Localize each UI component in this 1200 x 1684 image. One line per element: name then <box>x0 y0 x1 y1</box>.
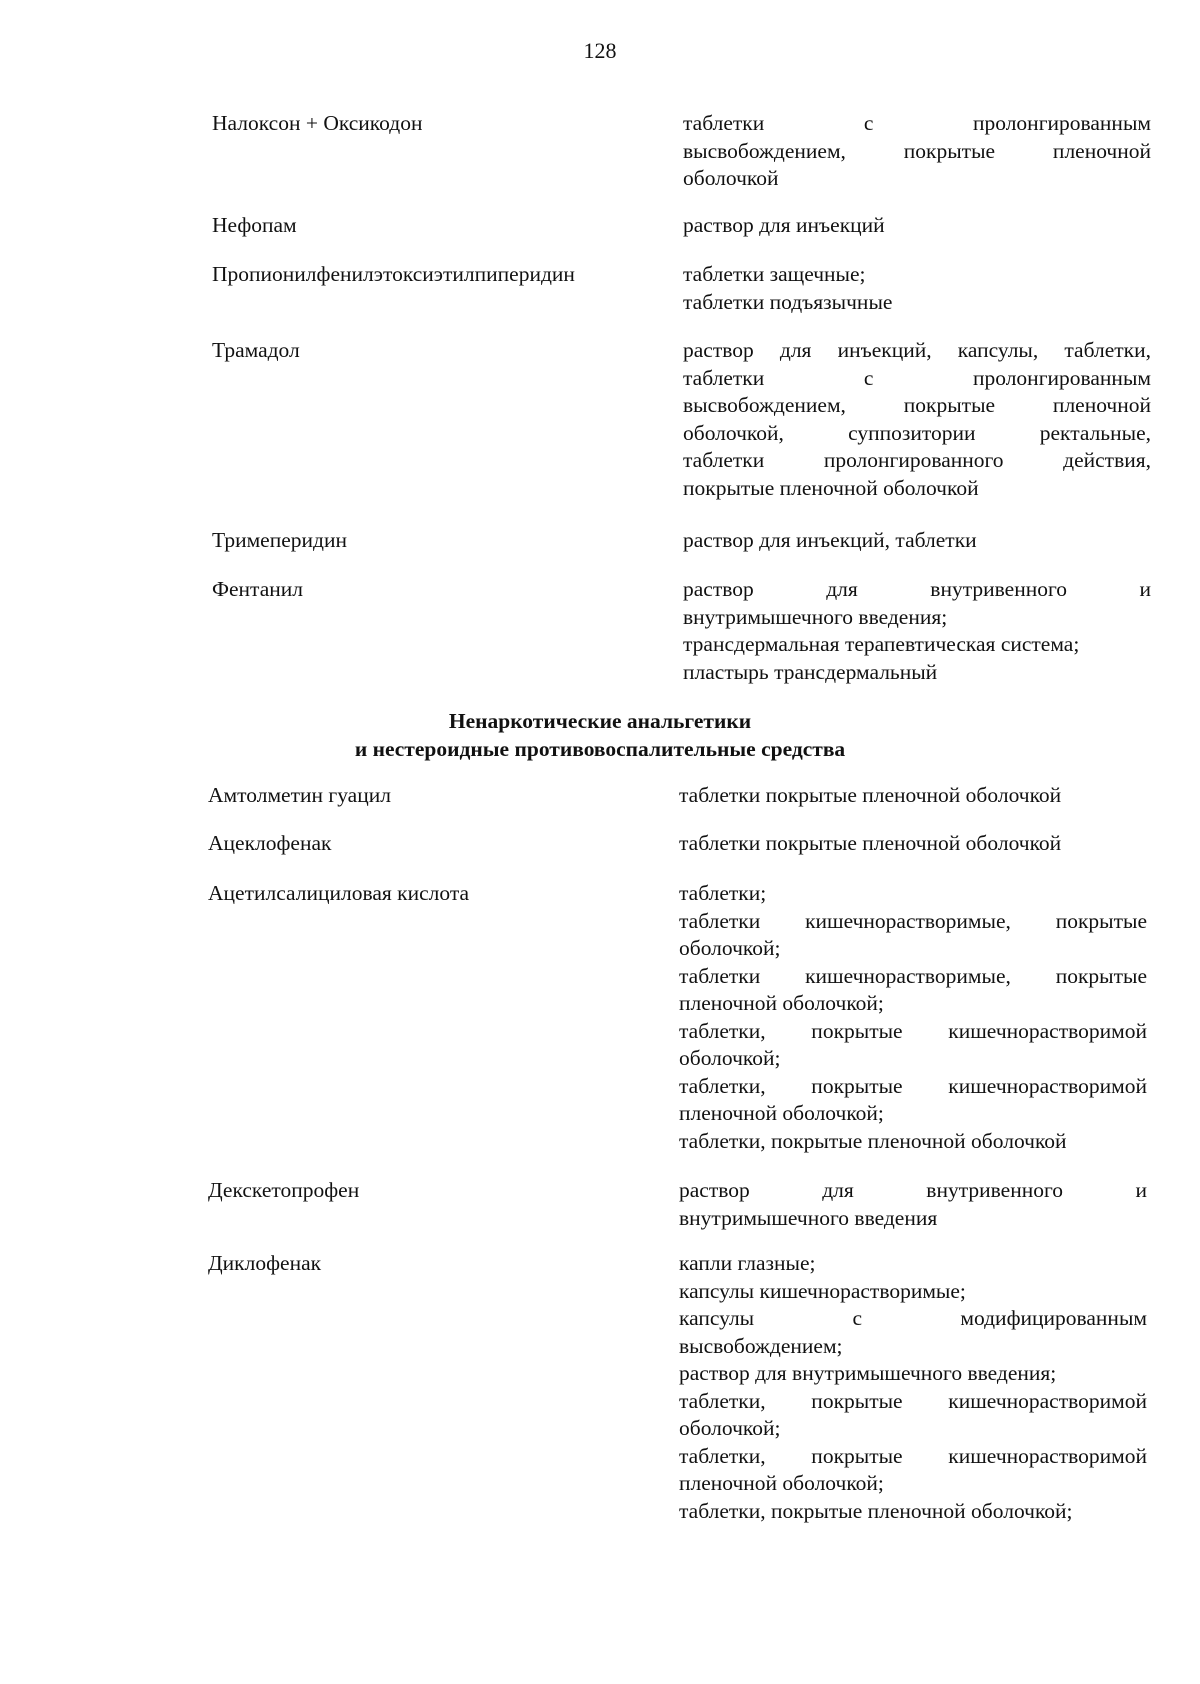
dosage-form-line: оболочкой; <box>679 936 781 960</box>
drug-name: Ацеклофенак <box>208 831 332 855</box>
drug-name: Фентанил <box>212 577 303 601</box>
dosage-form-line: таблетки, покрытые кишечнорастворимой <box>679 1388 1147 1413</box>
dosage-forms <box>683 110 1151 193</box>
dosage-form-line: внутримышечного введения; <box>683 604 948 629</box>
drug-name: Тримеперидин <box>212 528 347 552</box>
dosage-form-line: высвобождением, покрытые пленочной <box>683 393 1151 417</box>
dosage-form-line: таблетки покрытые пленочной оболочкой <box>679 831 1062 855</box>
dosage-form-line: оболочкой; <box>679 1046 781 1070</box>
dosage-form-line: таблетки подъязычные <box>683 289 893 314</box>
dosage-form-line: раствор для инъекций <box>683 213 885 237</box>
dosage-forms <box>679 880 1147 1155</box>
dosage-form-line: внутримышечного введения <box>679 1205 938 1230</box>
dosage-form-line: таблетки кишечнорастворимые, покрытые <box>679 963 1147 988</box>
dosage-form-line: капсулы кишечнорастворимые; <box>679 1278 966 1303</box>
dosage-form-line: таблетки, покрытые кишечнорастворимой <box>679 1443 1147 1468</box>
dosage-form-line: раствор для внутривенного и <box>683 577 1151 601</box>
dosage-forms <box>679 782 1147 810</box>
section-heading-line: Ненаркотические анальгетики <box>448 709 752 733</box>
drug-name: Диклофенак <box>208 1251 322 1275</box>
drug-name: Пропионилфенилэтоксиэтилпиперидин <box>212 262 575 286</box>
drug-name: Амтолметин гуацил <box>208 783 391 807</box>
dosage-form-line: раствор для инъекций, таблетки <box>683 528 977 552</box>
dosage-forms <box>683 261 1151 316</box>
dosage-form-line: пленочной оболочкой; <box>679 1101 884 1125</box>
drug-name: Нефопам <box>212 213 297 237</box>
dosage-form-line: пластырь трансдермальный <box>683 659 938 684</box>
dosage-form-line: пленочной оболочкой; <box>679 1471 884 1495</box>
dosage-form-line: высвобождением; <box>679 1333 843 1358</box>
dosage-form-line: пленочной оболочкой; <box>679 991 884 1015</box>
page-number: 128 <box>583 38 617 63</box>
dosage-form-line: таблетки; <box>679 881 767 905</box>
dosage-form-line: раствор для внутримышечного введения; <box>679 1361 1057 1385</box>
section-heading <box>0 707 1200 763</box>
dosage-form-line: капли глазные; <box>679 1251 816 1275</box>
dosage-form-line: таблетки с пролонгированным <box>683 365 1151 390</box>
dosage-form-line: таблетки пролонгированного действия, <box>683 448 1151 472</box>
drug-name: Декскетопрофен <box>208 1178 360 1202</box>
dosage-forms <box>683 212 1151 240</box>
section-heading-line: и нестероидные противовоспалительные средства <box>354 737 846 761</box>
dosage-form-line: таблетки покрытые пленочной оболочкой <box>679 783 1062 807</box>
dosage-form-line: таблетки, покрытые кишечнорастворимой <box>679 1018 1147 1043</box>
dosage-form-line: высвобождением, покрытые пленочной <box>683 138 1151 163</box>
drug-name: Налоксон + Оксикодон <box>212 111 423 135</box>
dosage-forms <box>683 576 1151 686</box>
dosage-form-line: оболочкой <box>683 166 779 190</box>
drug-name: Ацетилсалициловая кислота <box>208 881 470 905</box>
dosage-form-line: оболочкой; <box>679 1416 781 1440</box>
dosage-forms <box>683 337 1151 502</box>
dosage-form-line: таблетки с пролонгированным <box>683 111 1151 135</box>
dosage-form-line: таблетки, покрытые пленочной оболочкой; <box>679 1498 1073 1523</box>
dosage-forms <box>679 1250 1147 1525</box>
dosage-form-line: капсулы с модифицированным <box>679 1306 1147 1330</box>
dosage-form-line: покрытые пленочной оболочкой <box>683 475 979 500</box>
drug-name: Трамадол <box>212 338 300 362</box>
dosage-form-line: раствор для внутривенного и <box>679 1178 1147 1202</box>
dosage-form-line: трансдермальная терапевтическая система; <box>683 632 1080 656</box>
dosage-form-line: таблетки кишечнорастворимые, покрытые <box>679 908 1147 933</box>
dosage-form-line: таблетки, покрытые кишечнорастворимой <box>679 1073 1147 1098</box>
dosage-forms <box>683 527 1151 555</box>
dosage-form-line: оболочкой, суппозитории ректальные, <box>683 420 1151 445</box>
dosage-forms <box>679 1177 1147 1232</box>
dosage-form-line: раствор для инъекций, капсулы, таблетки, <box>683 338 1151 362</box>
dosage-form-line: таблетки, покрытые пленочной оболочкой <box>679 1128 1067 1153</box>
dosage-forms <box>679 830 1147 858</box>
dosage-form-line: таблетки защечные; <box>683 262 866 286</box>
